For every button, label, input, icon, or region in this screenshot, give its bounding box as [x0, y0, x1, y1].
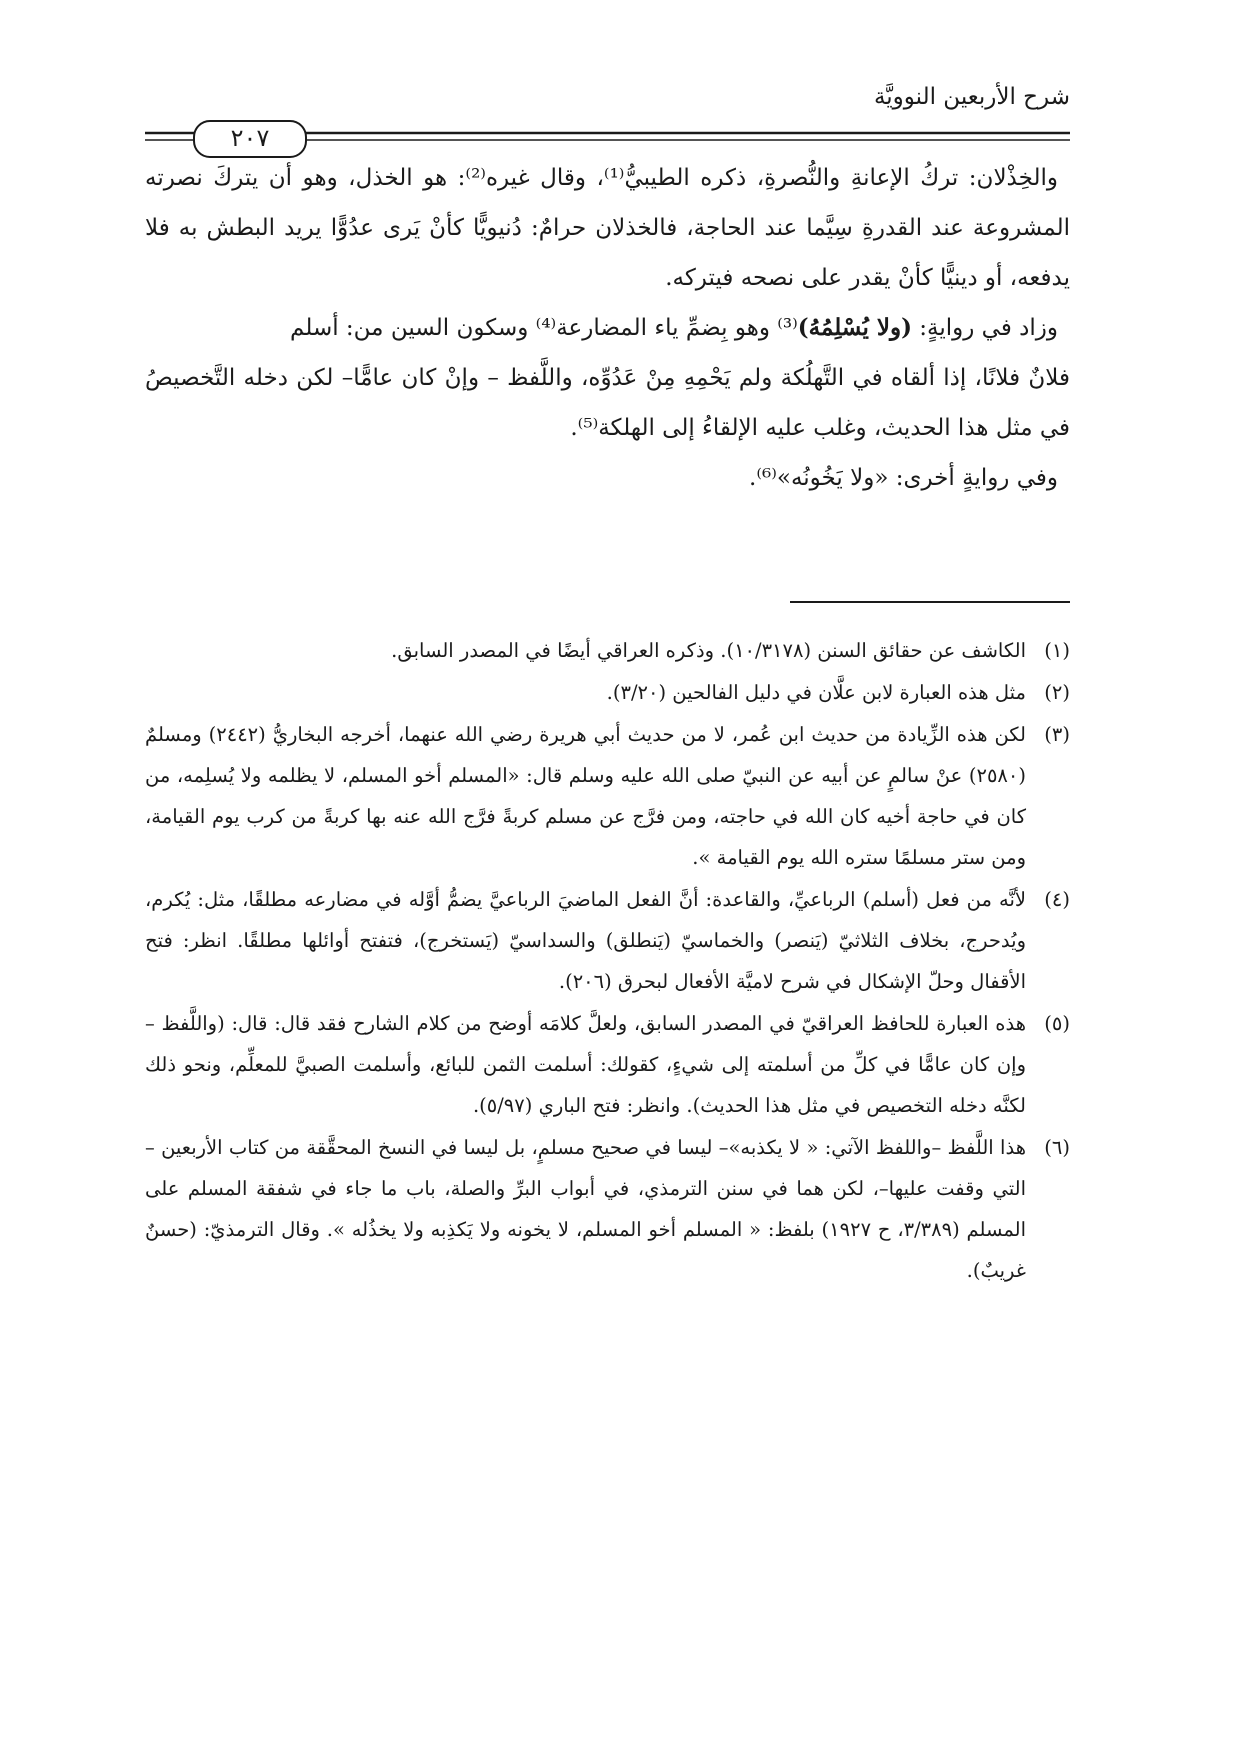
body-paragraph: فلانٌ فلانًا، إذا ألقاه في التَّهلُكة ولم يَحْمِهِ مِنْ عَدُوِّه، واللَّفظ – وإنْ كان عامًّا– لكن دخله التَّخصيصُ في مثل هذا الحديث، وغلب عليه الإلقاءُ إلى الهلكة⁽⁵⁾.	[145, 365, 1070, 441]
footnote-number: (٤)	[1044, 888, 1070, 911]
footnote	[145, 630, 1070, 671]
page-number-badge: ٢٠٧	[193, 120, 307, 158]
body-paragraph: والخِذْلان: تركُ الإعانةِ والنُّصرةِ، ذكره الطيبيُّ⁽¹⁾، وقال غيره⁽²⁾: هو الخذل، وهو أن يتركَ نصرته المشروعة عند القدرةِ سِيَّما عند الحاجة، فالخذلان حرامٌ: دُنيويًّا كأنْ يَرى عدُوًّا يريد البطش به فلا يدفعه، أو دينيًّا كأنْ يقدر على نصحه فيتركه.	[145, 165, 1070, 291]
hadith-phrase: (ولا يُسْلِمُهُ)	[797, 314, 912, 341]
footnote-number: (٥)	[1044, 1012, 1070, 1035]
footnote-number: (٢)	[1044, 681, 1070, 704]
footnote	[145, 672, 1070, 713]
page-header	[145, 80, 1070, 150]
footnotes-section	[145, 630, 1070, 1292]
footnote	[145, 1003, 1070, 1126]
footnote-number: (٣)	[1044, 723, 1070, 746]
footnote-number: (٦)	[1044, 1136, 1070, 1159]
running-header-title: شرح الأربعين النوويَّة	[873, 84, 1070, 110]
footnote-separator	[790, 601, 1070, 603]
footnote	[145, 714, 1070, 878]
footnote-text: الكاشف عن حقائق السنن (١٠/٣١٧٨). وذكره العراقي أيضًا في المصدر السابق.	[391, 639, 1026, 662]
footnote-text: هذه العبارة للحافظ العراقيّ في المصدر السابق، ولعلَّ كلامَه أوضح من كلام الشارح فقد قال: قال: (واللَّفظ –وإن كان عامًّا في كلِّ من أسلمته إلى شيءٍ، كقولك: أسلمت الثمن للبائع، وأسلمت الصبيَّ للمعلِّم، ونحو ذلك لكنَّه دخله التخصيص في مثل هذا الحديث). وانظر: فتح الباري (٥/٩٧).	[145, 1012, 1026, 1117]
footnote-text: لكن هذه الزِّيادة من حديث ابن عُمر، لا من حديث أبي هريرة رضي الله عنهما، أخرجه البخاريُّ (٢٤٤٢) ومسلمٌ (٢٥٨٠) عنْ سالمٍ عن أبيه عن النبيّ صلى الله عليه وسلم قال: «المسلم أخو المسلم، لا يظلمه ولا يُسلِمه، من كان في حاجة أخيه كان الله في حاجته، ومن فرَّج عن مسلم كربةً فرَّج الله عنه بها كربةً من كرب يوم القيامة، ومن ستر مسلمًا ستره الله يوم القيامة ».	[145, 723, 1026, 869]
riwaya-intro: وزاد في روايةٍ:	[911, 315, 1058, 341]
main-body-text	[145, 153, 1070, 503]
footnote-number: (١)	[1044, 639, 1070, 662]
riwaya-explanation: ⁽³⁾ وهو بِضمِّ ياء المضارعة⁽⁴⁾ وسكون السين من: أسلم	[290, 315, 798, 341]
footnote-text: لأنَّه من فعل (أسلم) الرباعيِّ، والقاعدة: أنَّ الفعل الماضيَ الرباعيَّ يضمُّ أوَّله في مضارعه مطلقًا، مثل: يُكرم، ويُدحرج، بخلاف الثلاثيّ (يَنصر) والخماسيّ (يَنطلق) والسداسيّ (يَستخرج)، فتفتح أوائلها مطلقًا. انظر: فتح الأقفال وحلّ الإشكال في شرح لاميَّة الأفعال لبحرق (٢٠٦).	[145, 888, 1026, 993]
body-paragraph-riwaya	[145, 303, 1070, 353]
footnote-text: مثل هذه العبارة لابن علَّان في دليل الفالحين (٣/٢٠).	[606, 681, 1026, 704]
footnote-text: هذا اللَّفظ –واللفظ الآتي: « لا يكذبه»– ليسا في صحيح مسلمٍ، بل ليسا في النسخ المحقَّقة من كتاب الأربعين –التي وقفت عليها–، لكن هما في سنن الترمذي، في أبواب البرِّ والصلة، باب ما جاء في شفقة المسلم على المسلم (٣/٣٨٩، ح ١٩٢٧) بلفظ: « المسلم أخو المسلم، لا يخونه ولا يَكذِبه ولا يخذُله ». وقال الترمذيّ: (حسنٌ غريبٌ).	[145, 1136, 1026, 1282]
footnote	[145, 879, 1070, 1002]
footnote	[145, 1127, 1070, 1291]
body-paragraph: وفي روايةٍ أخرى: «ولا يَخُونُه»⁽⁶⁾.	[749, 465, 1058, 491]
